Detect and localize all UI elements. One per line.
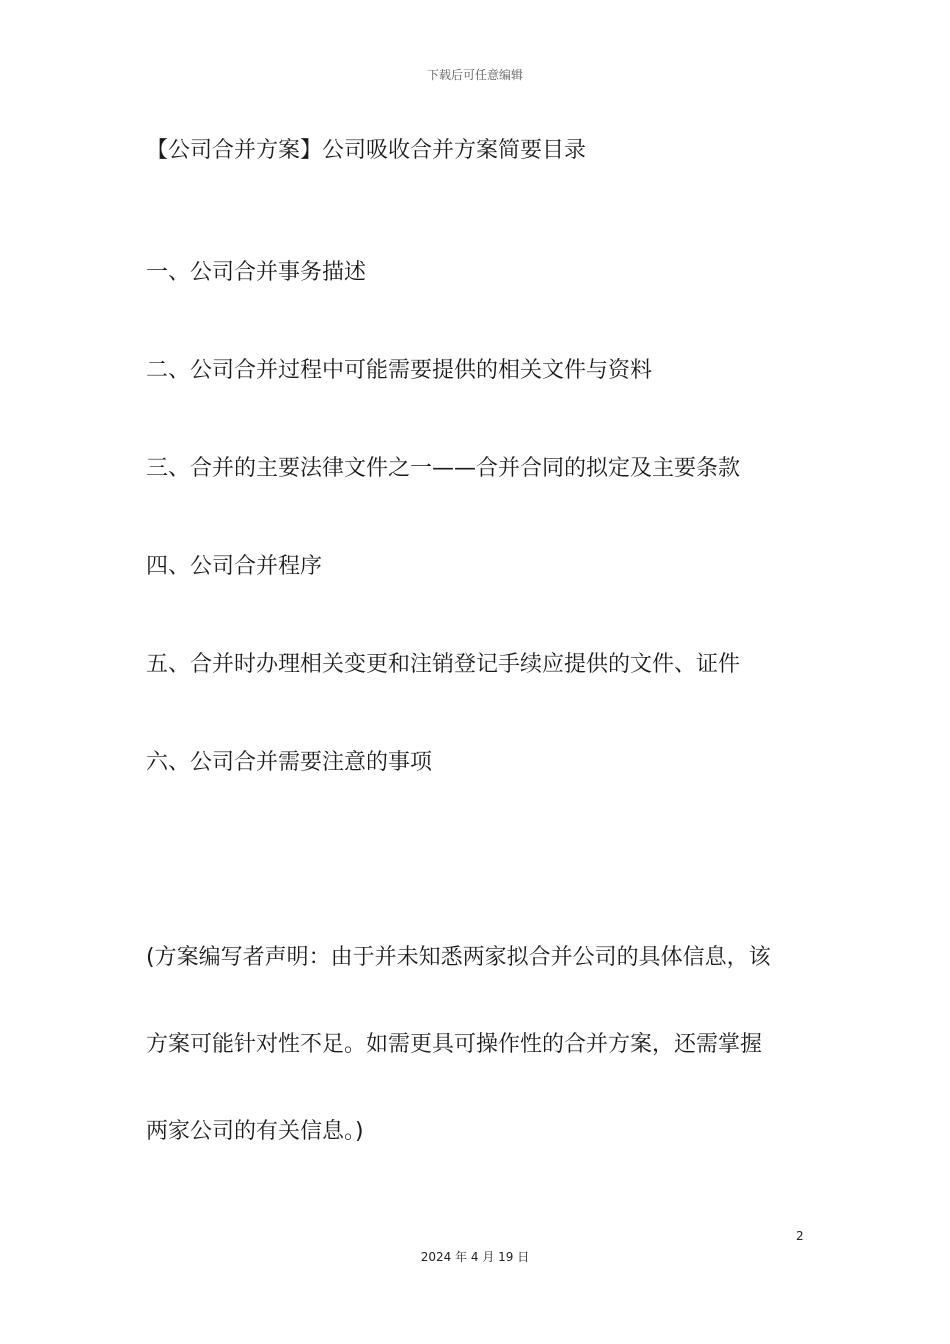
toc-item: 五、合并时办理相关变更和注销登记手续应提供的文件、证件: [146, 652, 741, 677]
page-number: 2: [796, 1229, 804, 1243]
statement-line: 两家公司的有关信息。): [146, 1119, 364, 1144]
table-of-contents: [146, 256, 740, 844]
toc-item: 六、公司合并需要注意的事项: [146, 750, 433, 775]
toc-item: 一、公司合并事务描述: [146, 260, 367, 285]
footer-date: 2024 年 4 月 19 日: [420, 1250, 530, 1264]
document-title: 【公司合并方案】公司吸收合并方案简要目录: [146, 138, 587, 163]
statement-line: (方案编写者声明：由于并未知悉两家拟合并公司的具体信息，该: [146, 945, 771, 970]
header-note: 下载后可任意编辑: [426, 68, 523, 82]
author-statement: [146, 914, 806, 1175]
toc-item: 四、公司合并程序: [146, 554, 323, 579]
toc-item: 三、合并的主要法律文件之一——合并合同的拟定及主要条款: [146, 456, 741, 481]
toc-item: 二、公司合并过程中可能需要提供的相关文件与资料: [146, 358, 653, 383]
statement-line: 方案可能针对性不足。如需更具可操作性的合并方案，还需掌握: [146, 1032, 763, 1057]
